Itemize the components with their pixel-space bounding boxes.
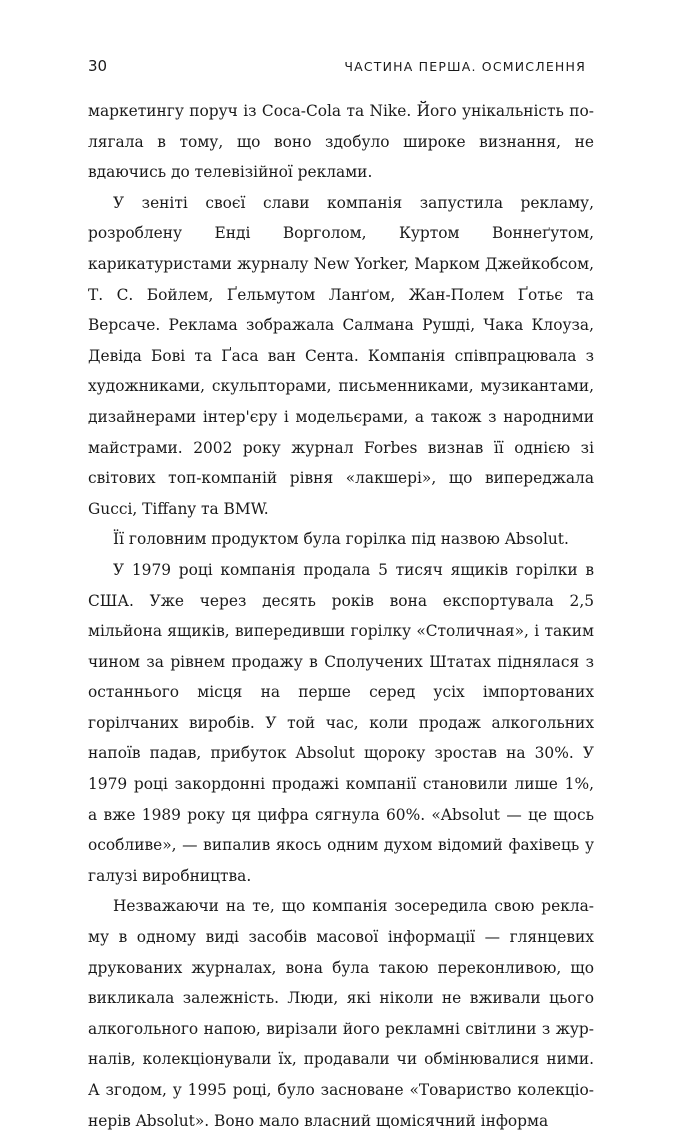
body-text [88,96,594,1136]
paragraph-continuation: маркетингу поруч із Coca-Cola та Nike. Його унікальність полягала в тому, що воно здобуло широке визнання, не вдаючись до телевізійної реклами. [88,102,594,182]
paragraph-advertising: У зеніті своєї слави компанія запустила рекламу, розроблену Енді Ворголом, Куртом Воннеґутом, карикатуристами журналу New Yorker, Марком Джейкобсом, Т. С. Бойлем, Ґельмутом Ланґом, Жан-Полем Ґотьє та Версаче. Реклама зображала Салмана Рушді, Чака Клоуза, Девіда Бові та Ґаса ван Сента. Компанія співпрацювала з художниками, скульпторами, письменниками, музикантами, дизайнерами інтер'єру і модельєрами, а також з народними майстрами. 2002 року журнал Forbes визнав її однією зі світових топ-компаній рівня «лакшері», що випереджала Gucci, Tiffany та BMW. [88,193,594,518]
page-number: 30 [88,57,108,75]
page-header [88,55,596,79]
paragraph-sales: У 1979 році компанія продала 5 тисяч ящиків горілки в США. Уже через десять років вона експортувала 2,5 мільйона ящиків, випередивши горілку «Столичная», і таким чином за рівнем продажу в Сполучених Штатах піднялася з останнього місця на перше серед усіх імпортованих горілчаних виробів. У той час, коли продаж алкогольних напоїв падав, прибуток Absolut щороку зростав на 30%. У 1979 році закордонні продажі компанії становили лише 1%, а вже 1989 року ця цифра сягнула 60%. «Absolut — це щось особливе», — випалив якось одним духом відомий фахівець у галузі виробництва. [88,560,594,885]
paragraph-product: Її головним продуктом була горілка під назвою Absolut. [113,530,569,549]
running-head: ЧАСТИНА ПЕРША. ОСМИСЛЕННЯ [344,59,586,74]
paragraph-collectors: Незважаючи на те, що компанія зосередила свою рекламу в одному виді засобів масової інформації — глянцевих друкованих журналах, вона була такою переконливою, що викликала залежність. Люди, які ніколи не вживали цього алкогольного напою, вирізали його рекламні світлини з журналів, колекціонували їх, продавали чи обмінювалися ними. А згодом, у 1995 році, було засноване «Товариство колекціонерів Absolut». Воно мало власний щомісячний інформа [88,897,594,1130]
